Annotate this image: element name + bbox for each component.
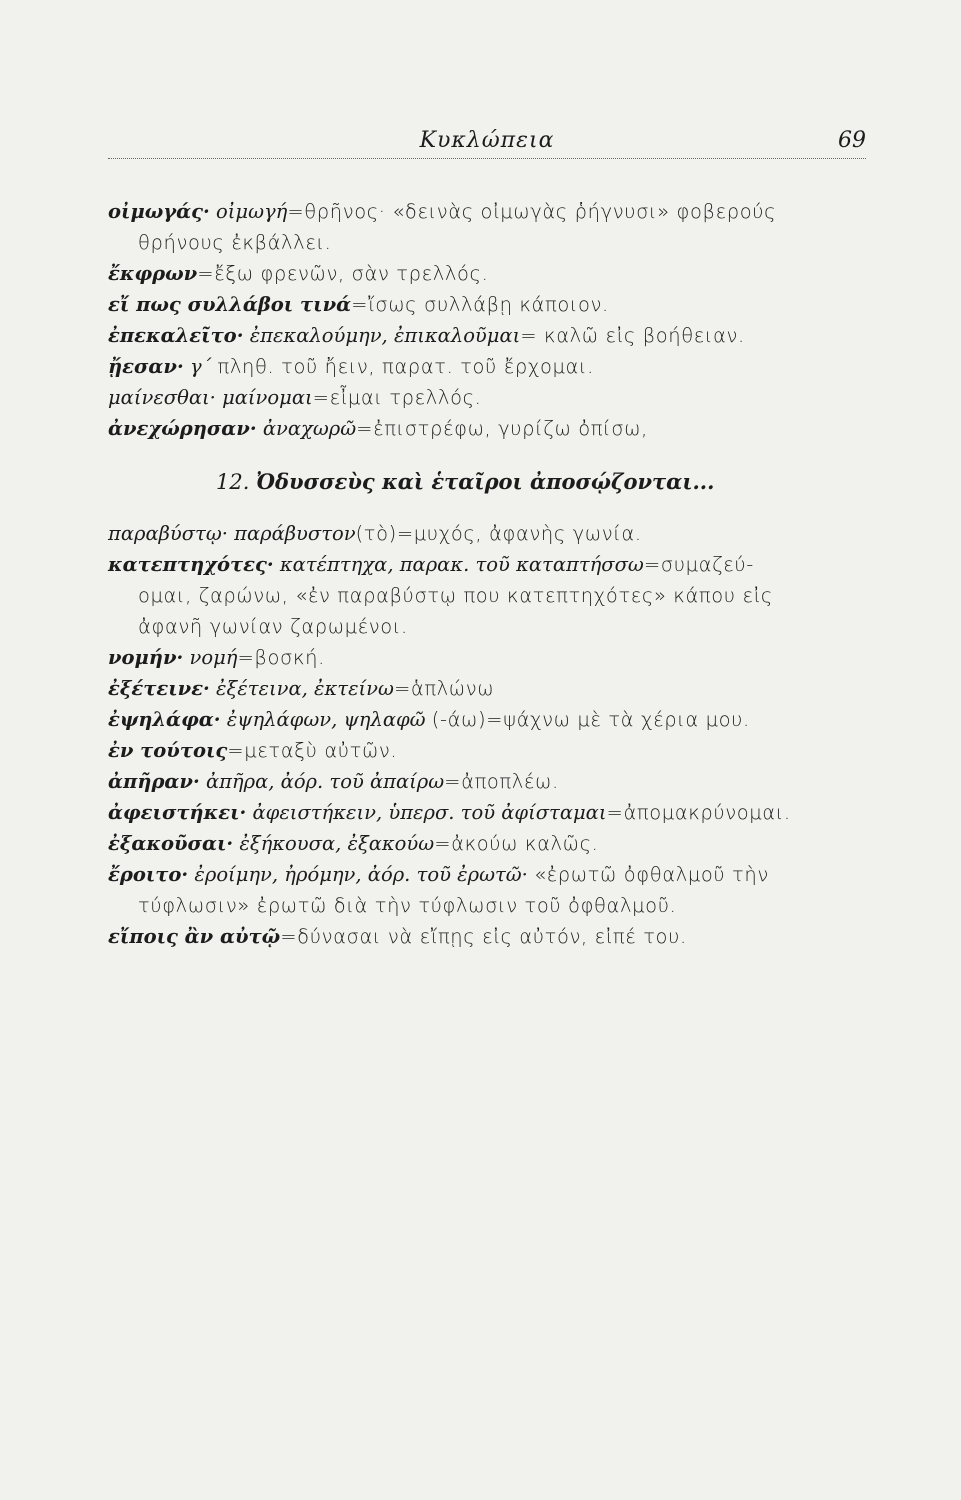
glossary-entry-continuation: ἀφανῆ γωνίαν ζαρωμένοι. [138, 615, 408, 638]
glossary-entry: ᾔεσαν· γ΄ πληθ. τοῦ ἤειν, παρατ. τοῦ ἔρχομαι. [108, 355, 594, 378]
glossary-entry: ἀφειστήκει· ἀφειστήκειν, ὑπερσ. τοῦ ἀφίσταμαι=ἀπομακρύνομαι. [108, 801, 791, 824]
glossary-entry: νομήν· νομή=βοσκή. [108, 646, 325, 669]
section-number: 12. [216, 470, 250, 494]
glossary-entry: ἐξακοῦσαι· ἐξήκουσα, ἐξακούω=ἀκούω καλῶς. [108, 832, 599, 855]
header-rule [108, 158, 866, 159]
glossary-entry-continuation: θρήνους ἐκβάλλει. [138, 231, 332, 254]
glossary-entry: ἀπῆραν· ἀπῆρα, ἀόρ. τοῦ ἀπαίρω=ἀποπλέω. [108, 770, 559, 793]
section-title: Ὀδυσσεὺς καὶ ἑταῖροι ἀποσῴζονται... [256, 469, 715, 494]
section-heading [108, 464, 878, 500]
glossary-entry: ἐν τούτοις=μεταξὺ αὐτῶν. [108, 739, 398, 762]
glossary-entry: κατεπτηχότες· κατέπτηχα, παρακ. τοῦ καταπτήσσω=συμαζεύ- [108, 553, 754, 576]
glossary-entry: εἴποις ἂν αὐτῷ=δύνασαι νὰ εἴπῃς εἰς αὐτόν, εἰπέ του. [108, 925, 687, 948]
glossary-entry: ἔροιτο· ἐροίμην, ἠρόμην, ἀόρ. τοῦ ἐρωτῶ· «ἐρωτῶ ὀφθαλμοῦ τὴν [108, 863, 769, 886]
glossary-entry-continuation: τύφλωσιν» ἐρωτῶ διὰ τὴν τύφλωσιν τοῦ ὀφθαλμοῦ. [138, 894, 677, 917]
glossary-entry: παραβύστῳ· παράβυστον(τὸ)=μυχός, ἀφανὴς γωνία. [108, 522, 642, 545]
page-number: 69 [838, 128, 866, 153]
glossary-entry: ἐπεκαλεῖτο· ἐπεκαλούμην, ἐπικαλοῦμαι= καλῶ εἰς βοήθειαν. [108, 324, 745, 347]
glossary-entry: οἰμωγάς· οἰμωγή=θρῆνος· «δεινὰς οἰμωγὰς ῥήγνυσι» φοβερούς [108, 200, 777, 223]
glossary [108, 196, 878, 952]
glossary-entry: ἔκφρων=ἔξω φρενῶν, σὰν τρελλός. [108, 262, 489, 285]
glossary-entry: μαίνεσθαι· μαίνομαι=εἶμαι τρελλός. [108, 386, 482, 409]
glossary-entry-continuation: ομαι, ζαρώνω, «ἐν παραβύστῳ που κατεπτηχότες» κάπου εἰς [138, 584, 773, 607]
glossary-entry: εἴ πως συλλάβοι τινά=ἴσως συλλάβῃ κάποιον. [108, 293, 609, 316]
running-head [108, 128, 866, 158]
running-head-title: Κυκλώπεια [419, 128, 555, 153]
glossary-entry: ἐξέτεινε· ἐξέτεινα, ἐκτείνω=ἁπλώνω [108, 677, 495, 700]
glossary-entry: ἀνεχώρησαν· ἀναχωρῶ=ἐπιστρέφω, γυρίζω ὀπίσω, [108, 417, 648, 440]
glossary-entry: ἐψηλάφα· ἐψηλάφων, ψηλαφῶ (-άω)=ψάχνω μὲ τὰ χέρια μου. [108, 708, 750, 731]
